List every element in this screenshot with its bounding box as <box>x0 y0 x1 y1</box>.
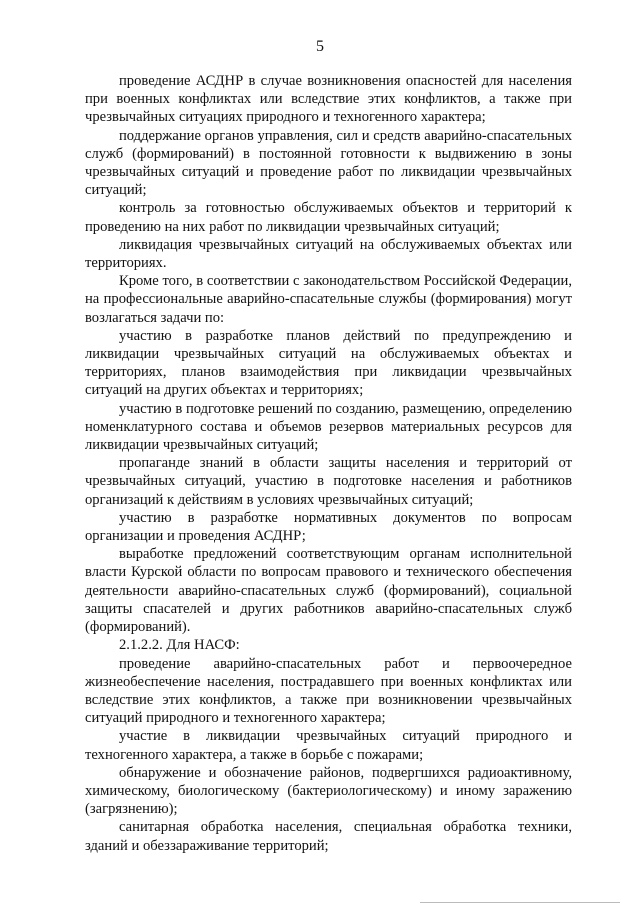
body-text <box>85 72 572 855</box>
paragraph-1: проведение АСДНР в случае возникновения опасностей для населения при военных конфликтах или вследствие этих конфликтов, а также при чрезвычайных ситуациях природного и техногенного характера; <box>85 73 572 126</box>
paragraph-15: санитарная обработка населения, специальная обработка техники, зданий и обеззараживание территорий; <box>85 819 572 854</box>
paragraph-5: Кроме того, в соответствии с законодательством Российской Федерации, на профессиональные аварийно-спасательные службы (формирования) могут возлагаться задачи по: <box>85 273 572 326</box>
paragraph-4: ликвидация чрезвычайных ситуаций на обслуживаемых объектах или территориях. <box>85 236 572 272</box>
paragraph-12: проведение аварийно-спасательных работ и первоочередное жизнеобеспечение населения, пострадавшего при военных конфликтах или вследствие этих конфликтов, а также при возникновении чрезвычайных ситуаций природного и техногенного характера; <box>85 655 572 727</box>
paragraph-7: участию в подготовке решений по созданию, размещению, определению номенклатурного состава и объемов резервов материальных ресурсов для ликвидации чрезвычайных ситуаций; <box>85 400 572 454</box>
section-heading: 2.1.2.2. Для НАСФ: <box>119 637 240 654</box>
page-number: 5 <box>316 38 324 55</box>
scan-edge-line <box>420 902 620 903</box>
paragraph-8: пропаганде знаний в области защиты населения и территорий от чрезвычайных ситуаций, участию в подготовке населения и работников организаций к действиям в условиях чрезвычайных ситуаций; <box>85 455 572 508</box>
paragraph-2: поддержание органов управления, сил и средств аварийно-спасательных служб (формирований) в постоянной готовности к выдвижению в зоны чрезвычайных ситуаций и проведение работ по ликвидации чрезвычайных ситуаций; <box>85 127 572 199</box>
paragraph-6: участию в разработке планов действий по предупреждению и ликвидации чрезвычайных ситуаций на обслуживаемых объектах и территориях, планов взаимодействия при ликвидации чрезвычайных ситуаций на других объектах и территориях; <box>85 327 572 399</box>
paragraph-9: участию в разработке нормативных документов по вопросам организации и проведения АСДНР; <box>85 509 572 545</box>
paragraph-3: контроль за готовностью обслуживаемых объектов и территорий к проведению на них работ по ликвидации чрезвычайных ситуаций; <box>85 200 572 235</box>
paragraph-14: обнаружение и обозначение районов, подвергшихся радиоактивному, химическому, биологическому (бактериологическому) и иному заражению (загрязнению); <box>85 764 572 818</box>
paragraph-10: выработке предложений соответствующим органам исполнительной власти Курской области по вопросам правового и технического обеспечения деятельности аварийно-спасательных служб (формирований), социальной защиты спасателей и других работников аварийно-спасательных служб (формирований). <box>85 546 572 636</box>
paragraph-13: участие в ликвидации чрезвычайных ситуаций природного и техногенного характера, а также в борьбе с пожарами; <box>85 728 572 763</box>
